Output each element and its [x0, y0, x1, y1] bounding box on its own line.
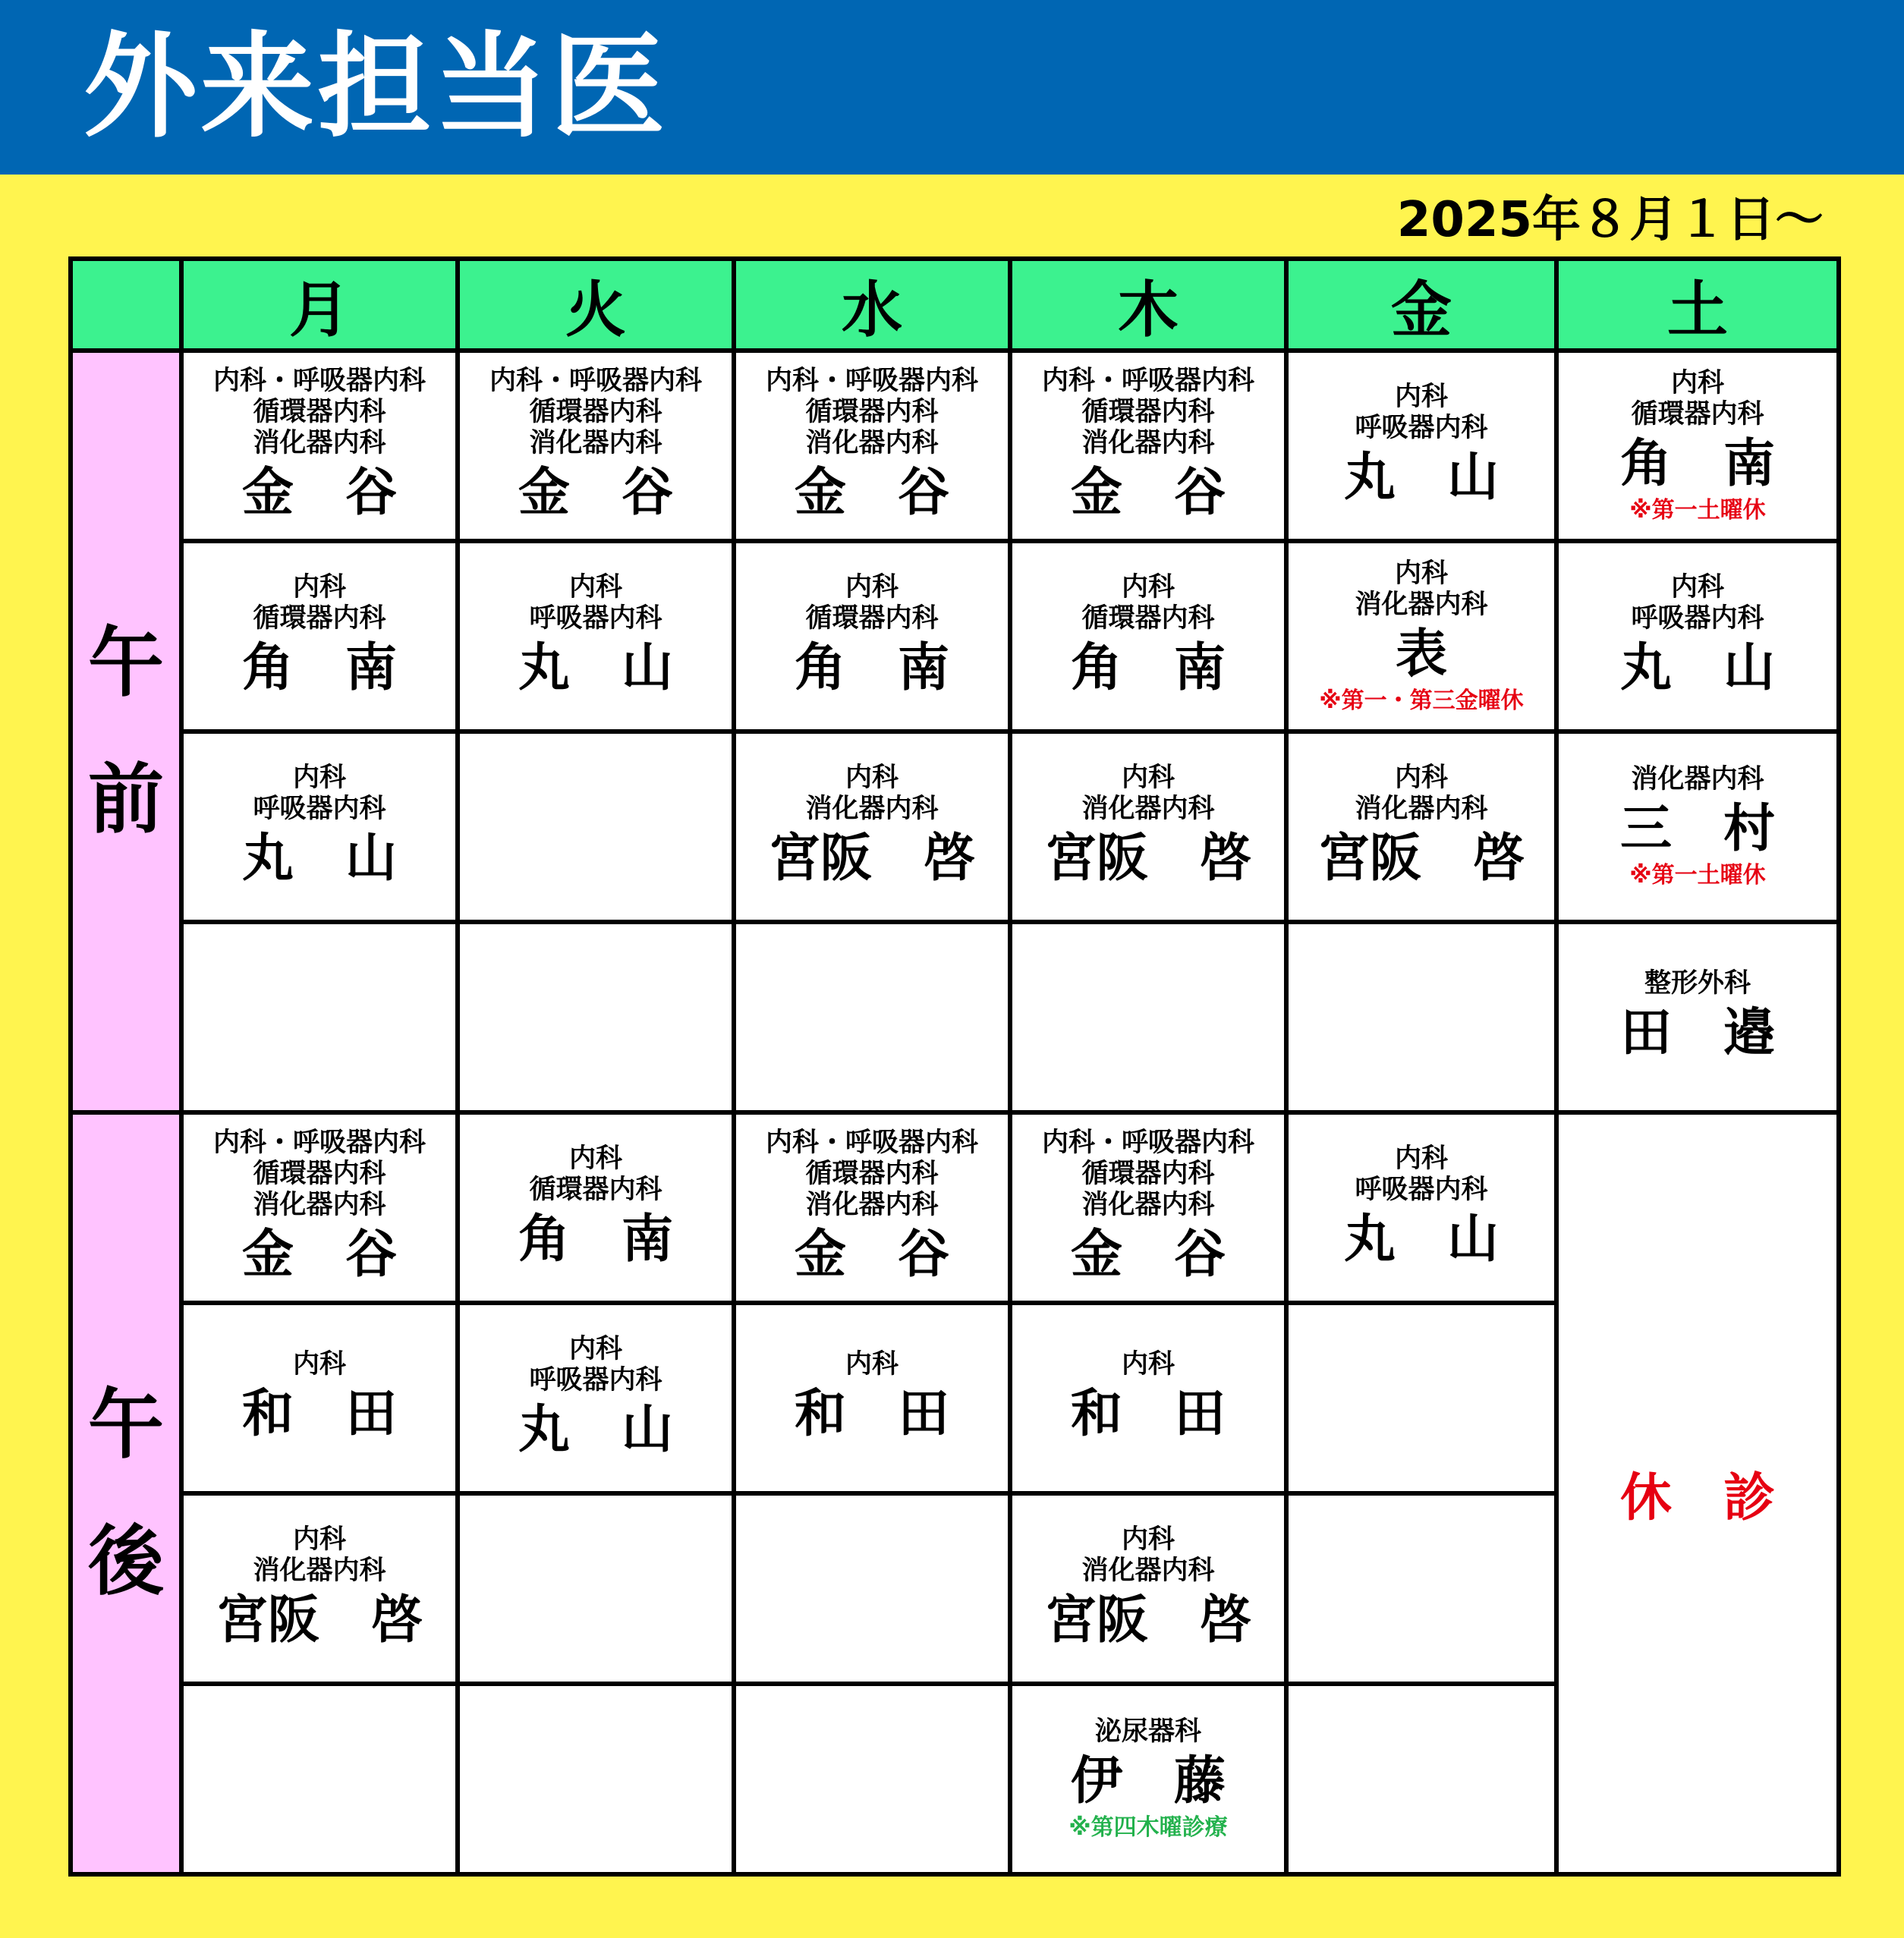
- schedule-cell: [734, 1684, 1010, 1874]
- schedule-cell: [458, 1493, 734, 1684]
- schedule-cell: [181, 541, 458, 731]
- doctor-name: 角 南: [794, 637, 949, 698]
- department-label: 消化器内科: [253, 428, 386, 458]
- doctor-name: 丸 山: [518, 1399, 673, 1460]
- department-label: 内科: [1121, 571, 1175, 602]
- department-label: 循環器内科: [1631, 398, 1764, 429]
- schedule-cell: [734, 541, 1010, 731]
- schedule-cell: [181, 1684, 458, 1874]
- morning-row: [71, 351, 1839, 541]
- effective-date: 2025年８月１日～: [1396, 192, 1824, 248]
- department-label: 呼吸器内科: [1355, 1174, 1488, 1205]
- schedule-table: [68, 256, 1841, 1877]
- schedule-cell: [181, 922, 458, 1112]
- department-label: 循環器内科: [529, 397, 662, 427]
- schedule-cell: [1286, 541, 1556, 731]
- doctor-name: 金 谷: [794, 463, 949, 523]
- schedule-cell: [1556, 922, 1839, 1112]
- department-label: 内科: [1670, 367, 1724, 398]
- doctor-name: 田 邉: [1619, 1003, 1775, 1063]
- department-label: 内科・呼吸器内科: [489, 366, 702, 396]
- department-label: 呼吸器内科: [253, 793, 386, 824]
- period-char: 午: [88, 618, 164, 707]
- department-label: 内科: [568, 1143, 622, 1174]
- schedule-cell: [181, 1303, 458, 1493]
- department-label: 消化器内科: [253, 1555, 386, 1586]
- schedule-cell: [1010, 1684, 1286, 1874]
- schedule-cell: [734, 1493, 1010, 1684]
- schedule-cell: [1556, 731, 1839, 922]
- department-label: 内科・呼吸器内科: [765, 1128, 978, 1158]
- period-morning: [71, 351, 181, 1112]
- department-label: 消化器内科: [805, 793, 939, 824]
- period-char: 午: [88, 1380, 164, 1469]
- schedule-cell: [181, 351, 458, 541]
- department-label: 消化器内科: [805, 428, 939, 458]
- department-label: 内科: [845, 762, 898, 793]
- department-label: 循環器内科: [1081, 1159, 1215, 1189]
- schedule-cell: [734, 922, 1010, 1112]
- department-label: 循環器内科: [253, 1159, 386, 1189]
- morning-row: [71, 731, 1839, 922]
- schedule-note: ※第一土曜休: [1629, 496, 1766, 524]
- department-label: 呼吸器内科: [1631, 602, 1764, 634]
- schedule-cell: [1010, 541, 1286, 731]
- schedule-note: ※第四木曜診療: [1068, 1814, 1228, 1841]
- doctor-name: 丸 山: [1343, 447, 1499, 508]
- schedule-cell: [458, 1303, 734, 1493]
- period-afternoon: [71, 1112, 181, 1874]
- department-label: 呼吸器内科: [529, 602, 662, 634]
- schedule-cell: [181, 1493, 458, 1684]
- department-label: 内科: [292, 1349, 346, 1380]
- department-label: 内科: [292, 571, 346, 602]
- doctor-name: 宮阪 啓: [1317, 828, 1525, 889]
- department-label: 消化器内科: [1081, 793, 1215, 824]
- day-header: 木: [1010, 259, 1286, 351]
- department-label: 内科: [1121, 762, 1175, 793]
- department-label: 整形外科: [1644, 968, 1751, 999]
- schedule-cell: [1010, 351, 1286, 541]
- doctor-name: 金 谷: [241, 463, 397, 523]
- department-label: 循環器内科: [253, 602, 386, 634]
- schedule-note: ※第一・第三金曜休: [1319, 687, 1524, 714]
- doctor-name: 丸 山: [518, 637, 673, 698]
- doctor-name: 金 谷: [518, 463, 673, 523]
- doctor-name: 丸 山: [1343, 1209, 1499, 1269]
- department-label: 内科: [568, 1333, 622, 1364]
- saturday-afternoon-cell: [1556, 1112, 1839, 1874]
- schedule-cell: [1010, 1112, 1286, 1303]
- department-label: 消化器内科: [1081, 428, 1215, 458]
- schedule-cell: [1010, 1493, 1286, 1684]
- department-label: 内科: [1394, 762, 1448, 793]
- header-corner: [71, 259, 181, 351]
- department-label: 循環器内科: [253, 397, 386, 427]
- department-label: 循環器内科: [805, 602, 939, 634]
- schedule-cell: [734, 1303, 1010, 1493]
- schedule-cell: [1286, 922, 1556, 1112]
- department-label: 内科・呼吸器内科: [1041, 366, 1254, 396]
- department-label: 内科: [1394, 381, 1448, 412]
- department-label: 内科: [1394, 558, 1448, 589]
- doctor-name: 和 田: [794, 1384, 949, 1444]
- schedule-cell: [1286, 1684, 1556, 1874]
- department-label: 循環器内科: [1081, 602, 1215, 634]
- doctor-name: 金 谷: [1070, 1225, 1226, 1285]
- schedule-cell: [181, 731, 458, 922]
- page-title: 外来担当医: [83, 21, 669, 153]
- department-label: 消化器内科: [1081, 1190, 1215, 1220]
- doctor-name: 和 田: [241, 1384, 397, 1444]
- schedule-cell: [458, 351, 734, 541]
- doctor-name: 宮阪 啓: [768, 828, 975, 889]
- department-label: 内科: [1670, 571, 1724, 602]
- doctor-name: 角 南: [518, 1209, 673, 1269]
- department-label: 呼吸器内科: [1355, 412, 1488, 443]
- day-header: 金: [1286, 259, 1556, 351]
- schedule-cell: [458, 922, 734, 1112]
- department-label: 循環器内科: [805, 1159, 939, 1189]
- schedule-cell: [1286, 1493, 1556, 1684]
- department-label: 消化器内科: [1631, 764, 1764, 794]
- period-char: 後: [88, 1517, 164, 1606]
- schedule-cell: [1010, 922, 1286, 1112]
- schedule-cell: [1556, 541, 1839, 731]
- doctor-name: 三 村: [1619, 799, 1775, 859]
- department-label: 消化器内科: [1355, 589, 1488, 620]
- title-bar: [0, 0, 1904, 175]
- department-label: 内科: [1121, 1349, 1175, 1380]
- schedule-cell: [458, 1112, 734, 1303]
- day-header-row: [71, 259, 1839, 351]
- department-label: 呼吸器内科: [529, 1364, 662, 1395]
- department-label: 内科: [292, 1524, 346, 1555]
- department-label: 消化器内科: [1081, 1555, 1215, 1586]
- schedule-cell: [734, 1112, 1010, 1303]
- doctor-name: 金 谷: [1070, 463, 1226, 523]
- schedule-cell: [734, 351, 1010, 541]
- doctor-name: 和 田: [1070, 1384, 1226, 1444]
- schedule-cell: [458, 731, 734, 922]
- department-label: 消化器内科: [1355, 793, 1488, 824]
- afternoon-row: [71, 1112, 1839, 1303]
- department-label: 内科: [292, 762, 346, 793]
- schedule-cell: [181, 1112, 458, 1303]
- department-label: 消化器内科: [805, 1190, 939, 1220]
- doctor-name: 角 南: [1619, 433, 1775, 494]
- schedule-cell: [734, 731, 1010, 922]
- doctor-name: 表: [1395, 624, 1447, 684]
- department-label: 内科・呼吸器内科: [212, 1128, 426, 1158]
- department-label: 消化器内科: [529, 428, 662, 458]
- morning-row: [71, 541, 1839, 731]
- schedule-cell: [1010, 1303, 1286, 1493]
- doctor-name: 伊 藤: [1070, 1751, 1226, 1811]
- day-header: 水: [734, 259, 1010, 351]
- doctor-name: 角 南: [241, 637, 397, 698]
- doctor-name: 角 南: [1070, 637, 1226, 698]
- department-label: 循環器内科: [805, 397, 939, 427]
- department-label: 内科: [845, 571, 898, 602]
- schedule-cell: [1286, 731, 1556, 922]
- department-label: 内科: [1394, 1143, 1448, 1174]
- schedule-cell: [1286, 1112, 1556, 1303]
- department-label: 消化器内科: [253, 1190, 386, 1220]
- department-label: 内科: [845, 1349, 898, 1380]
- schedule-note: ※第一土曜休: [1629, 862, 1766, 889]
- doctor-name: 丸 山: [1619, 637, 1775, 698]
- schedule-cell: [458, 541, 734, 731]
- schedule-cell: [1556, 351, 1839, 541]
- doctor-name: 金 谷: [241, 1225, 397, 1285]
- department-label: 内科・呼吸器内科: [212, 366, 426, 396]
- day-header: 火: [458, 259, 734, 351]
- period-char: 前: [88, 755, 164, 844]
- schedule-cell: [1286, 1303, 1556, 1493]
- department-label: 循環器内科: [1081, 397, 1215, 427]
- day-header: 土: [1556, 259, 1839, 351]
- department-label: 泌尿器科: [1094, 1716, 1201, 1747]
- schedule-cell: [1010, 731, 1286, 922]
- schedule-cell: [1286, 351, 1556, 541]
- department-label: 内科・呼吸器内科: [1041, 1128, 1254, 1158]
- morning-row: [71, 922, 1839, 1112]
- day-header: 月: [181, 259, 458, 351]
- doctor-name: 宮阪 啓: [1044, 828, 1251, 889]
- doctor-name: 丸 山: [241, 828, 397, 889]
- department-label: 循環器内科: [529, 1174, 662, 1205]
- schedule-cell: [458, 1684, 734, 1874]
- department-label: 内科: [1121, 1524, 1175, 1555]
- doctor-name: 金 谷: [794, 1225, 949, 1285]
- doctor-name: 宮阪 啓: [216, 1590, 423, 1650]
- department-label: 内科・呼吸器内科: [765, 366, 978, 396]
- department-label: 内科: [568, 571, 622, 602]
- closed-label: 休 診: [1619, 1468, 1775, 1528]
- doctor-name: 宮阪 啓: [1044, 1590, 1251, 1650]
